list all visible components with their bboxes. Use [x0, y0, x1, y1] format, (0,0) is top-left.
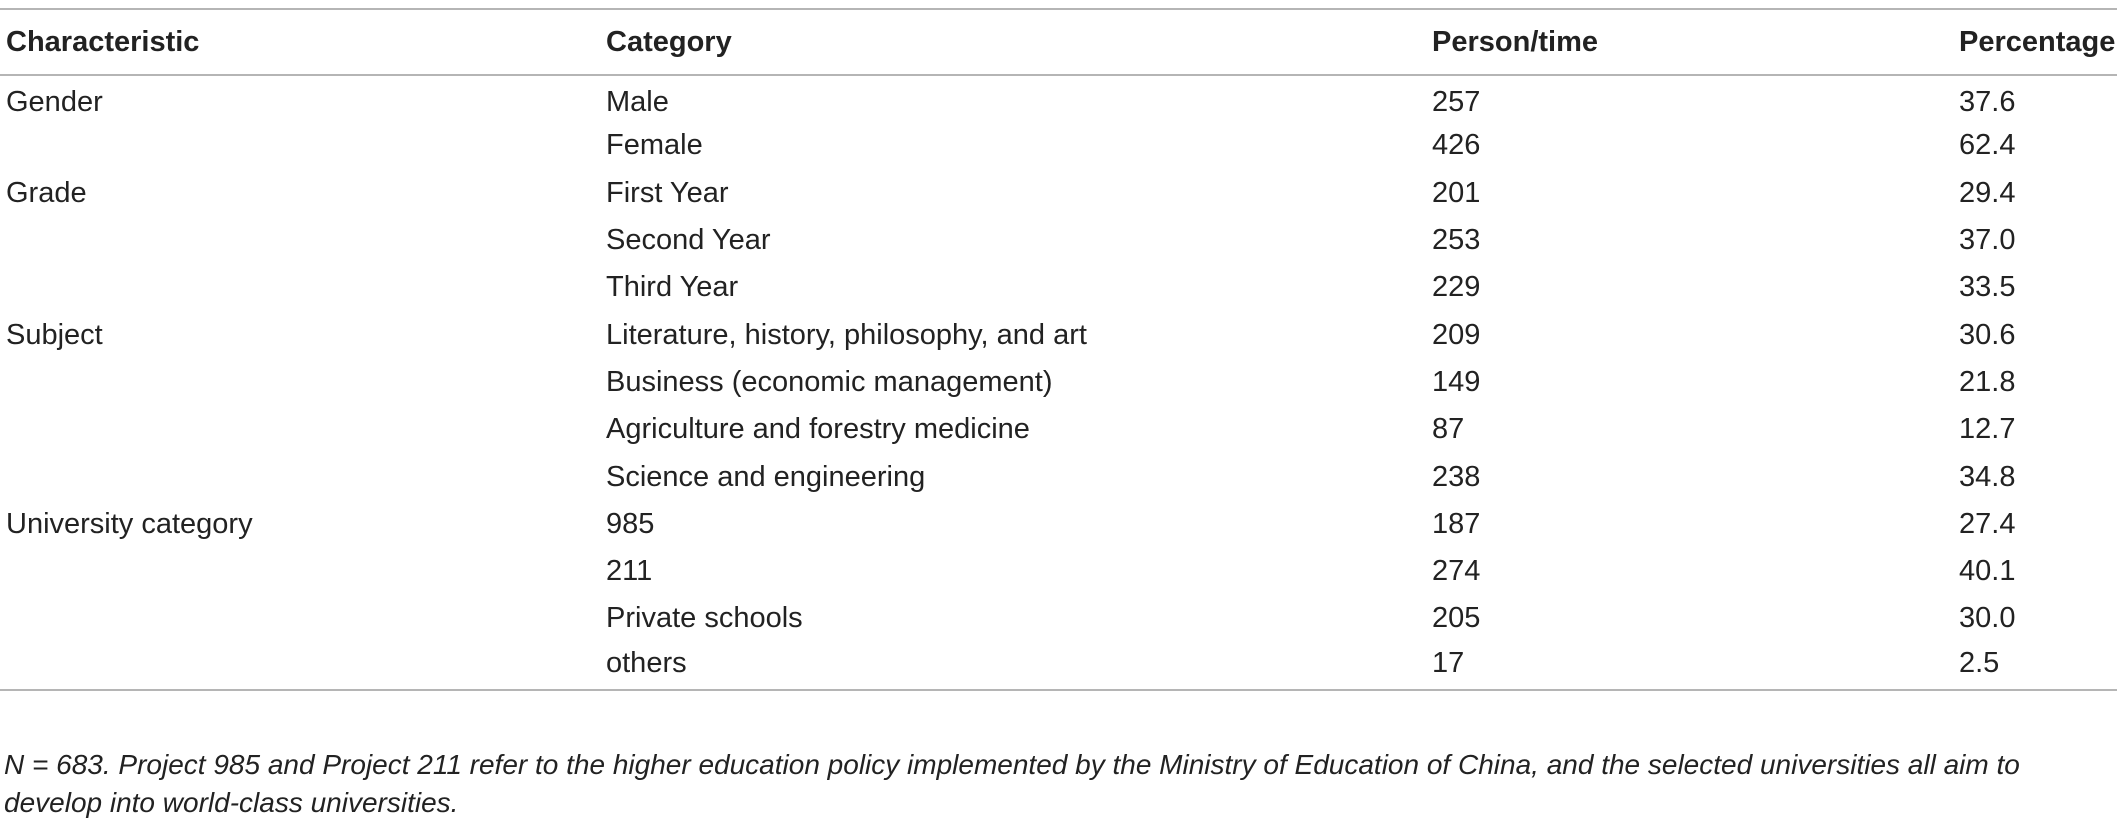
- cell-category: Female: [606, 129, 703, 162]
- cell-count: 17: [1426, 643, 1953, 690]
- table-footnote: N = 683. Project 985 and Project 211 refer to the higher education policy implemented by the Ministry of Education of China, and the selected universities all aim to develop into world-class universities.: [4, 749, 2020, 818]
- cell-characteristic: [0, 264, 600, 311]
- cell-percentage: 2.5: [1953, 643, 2117, 690]
- cell-category: others: [600, 643, 1426, 690]
- cell-count: 187: [1432, 507, 1481, 540]
- cell-percentage: 33.5: [1959, 271, 2016, 304]
- demographics-table-container: [0, 8, 2117, 691]
- cell-percentage: 30.0: [1959, 602, 2016, 635]
- cell-characteristic: [0, 643, 600, 690]
- cell-category: Second Year: [606, 224, 771, 257]
- cell-percentage: 29.4: [1959, 176, 2016, 209]
- cell-category: Literature, history, philosophy, and art: [606, 318, 1087, 351]
- cell-characteristic: [0, 217, 600, 264]
- cell-percentage: 37.6: [1959, 85, 2016, 118]
- cell-characteristic: [0, 122, 600, 169]
- cell-count: 209: [1432, 318, 1481, 351]
- cell-percentage: 27.4: [1959, 507, 2016, 540]
- table-row: [0, 122, 2117, 169]
- cell-characteristic: [0, 453, 600, 500]
- table-row: [0, 359, 2117, 406]
- cell-count: 238: [1432, 460, 1481, 493]
- cell-category: 985: [606, 507, 655, 540]
- cell-count: 426: [1432, 129, 1481, 162]
- table-row: [0, 501, 2117, 548]
- table-row: [0, 595, 2117, 642]
- cell-count: 253: [1432, 224, 1481, 257]
- table-row: [0, 217, 2117, 264]
- cell-category: First Year: [606, 176, 729, 209]
- table-row: [0, 453, 2117, 500]
- header-percentage: Percentage: [1953, 9, 2117, 75]
- cell-count: 229: [1432, 271, 1481, 304]
- table-row: [0, 75, 2117, 122]
- cell-characteristic: [0, 595, 600, 642]
- cell-category: 211: [606, 555, 653, 588]
- cell-category: Third Year: [606, 271, 739, 304]
- cell-count: 201: [1432, 176, 1481, 209]
- cell-percentage: 40.1: [1959, 555, 2016, 588]
- table-body: [0, 75, 2117, 690]
- header-characteristic: Characteristic: [0, 9, 600, 75]
- cell-characteristic: Grade: [6, 176, 87, 209]
- table-row: [0, 264, 2117, 311]
- cell-category: Male: [606, 85, 669, 118]
- cell-percentage: 37.0: [1959, 224, 2016, 257]
- cell-percentage: 34.8: [1959, 460, 2016, 493]
- cell-percentage: 21.8: [1959, 365, 2016, 398]
- cell-characteristic: University category: [6, 507, 253, 540]
- cell-category: Private schools: [606, 602, 803, 635]
- cell-count: 87: [1432, 413, 1465, 446]
- cell-characteristic: [0, 548, 600, 595]
- cell-percentage: 12.7: [1959, 413, 2016, 446]
- cell-percentage: 62.4: [1959, 129, 2016, 162]
- cell-characteristic: [0, 406, 600, 453]
- header-category: Category: [600, 9, 1426, 75]
- header-row: [0, 9, 2117, 75]
- cell-count: 149: [1432, 365, 1481, 398]
- table-row: [0, 643, 2117, 690]
- table-header: [0, 9, 2117, 75]
- cell-category: Agriculture and forestry medicine: [606, 413, 1030, 446]
- cell-category: Science and engineering: [606, 460, 926, 493]
- table-row: [0, 548, 2117, 595]
- cell-count: 205: [1432, 602, 1481, 635]
- table-row: [0, 170, 2117, 217]
- table-row: [0, 406, 2117, 453]
- cell-category: Business (economic management): [606, 365, 1053, 398]
- table-row: [0, 311, 2117, 358]
- header-person-time: Person/time: [1426, 9, 1953, 75]
- demographics-table: [0, 8, 2117, 691]
- cell-count: 274: [1432, 555, 1481, 588]
- cell-characteristic: Subject: [6, 318, 103, 351]
- cell-percentage: 30.6: [1959, 318, 2016, 351]
- cell-characteristic: [0, 359, 600, 406]
- cell-characteristic: Gender: [6, 85, 103, 118]
- cell-count: 257: [1432, 85, 1481, 118]
